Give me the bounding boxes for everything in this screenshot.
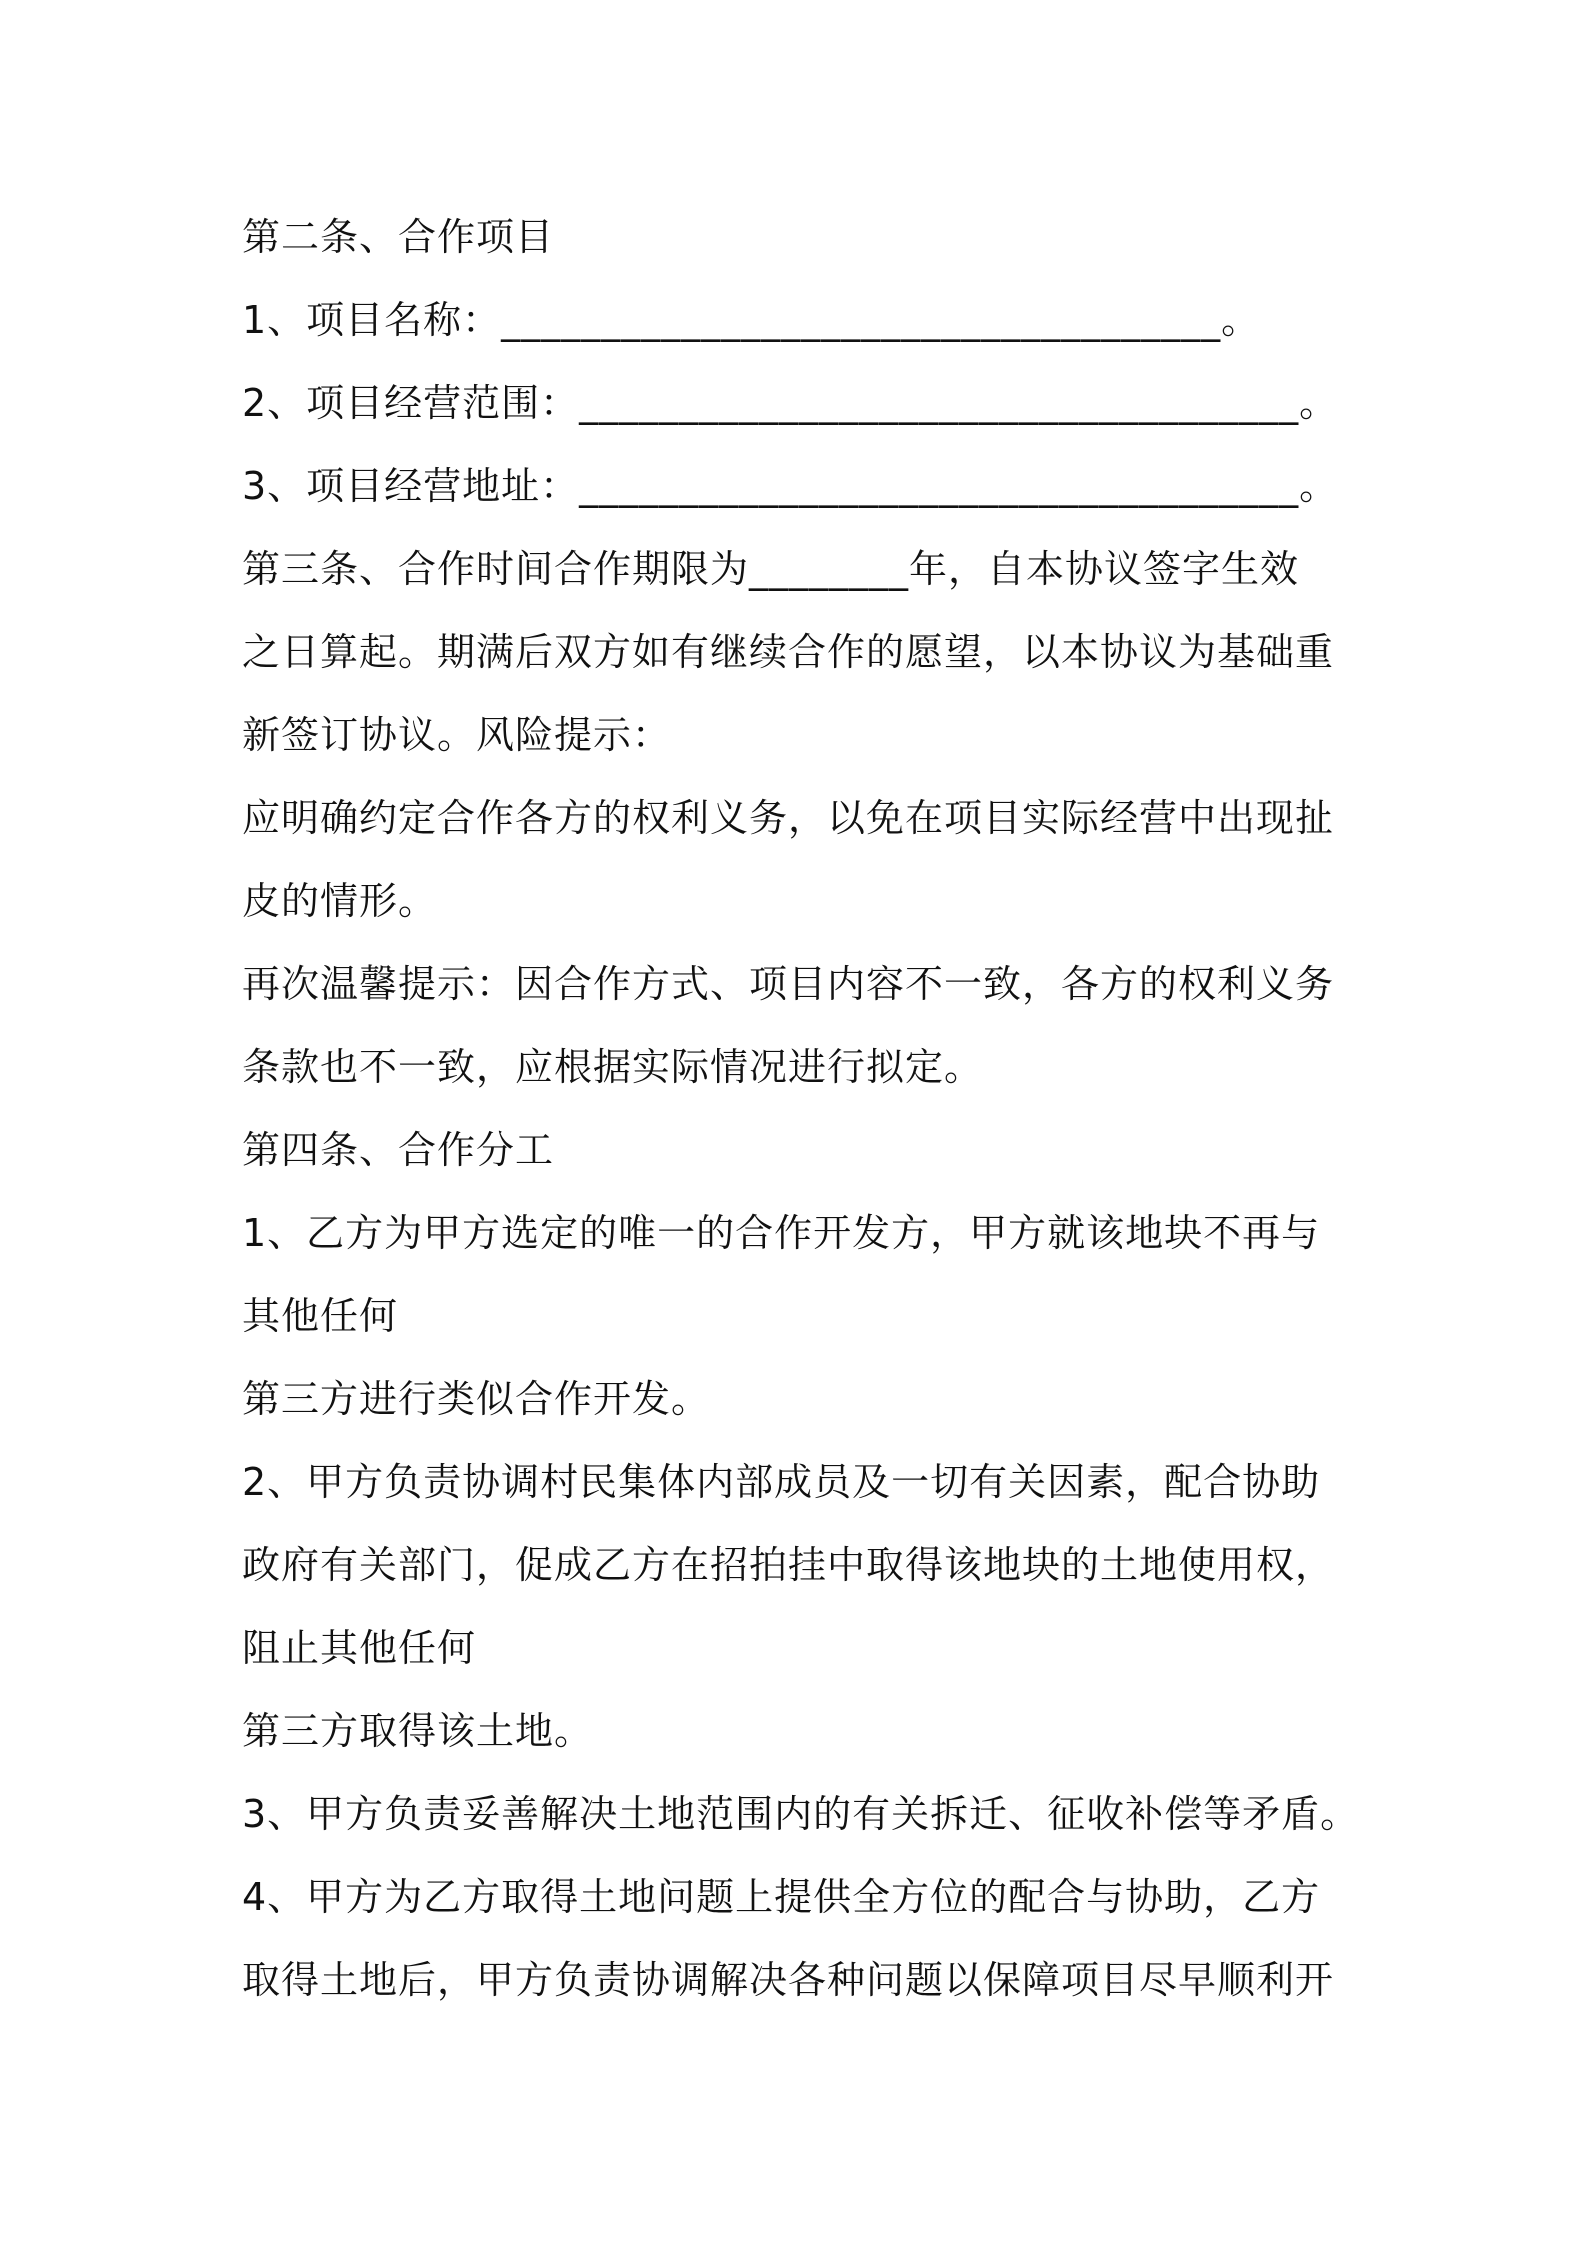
- document-body: [242, 196, 1362, 2022]
- risk-note-line: 皮的情形。: [242, 879, 438, 923]
- field-project-scope: 2、项目经营范围：____________________________________。: [242, 381, 1339, 425]
- reminder-line: 条款也不一致，应根据实际情况进行拟定。: [242, 1045, 984, 1089]
- paragraph-line: 新签订协议。风险提示：: [242, 713, 672, 757]
- section-heading-article-4: 第四条、合作分工: [242, 1128, 555, 1172]
- field-project-name: 1、项目名称：____________________________________。: [242, 298, 1261, 342]
- clause-line: 其他任何: [242, 1294, 399, 1338]
- paragraph-line: 第三条、合作时间合作期限为________年，自本协议签字生效: [242, 547, 1300, 591]
- clause-line: 取得土地后，甲方负责协调解决各种问题以保障项目尽早顺利开: [242, 1958, 1335, 2002]
- paragraph-line: 之日算起。期满后双方如有继续合作的愿望，以本协议为基础重: [242, 630, 1335, 674]
- clause-line: 阻止其他任何: [242, 1626, 477, 1670]
- clause-line: 1、乙方为甲方选定的唯一的合作开发方，甲方就该地块不再与: [242, 1211, 1321, 1255]
- clause-line: 3、甲方负责妥善解决土地范围内的有关拆迁、征收补偿等矛盾。: [242, 1792, 1360, 1836]
- clause-line: 政府有关部门，促成乙方在招拍挂中取得该地块的土地使用权，: [242, 1543, 1335, 1587]
- section-heading-article-2: 第二条、合作项目: [242, 215, 555, 259]
- clause-line: 第三方取得该土地。: [242, 1709, 594, 1753]
- reminder-line: 再次温馨提示：因合作方式、项目内容不一致，各方的权利义务: [242, 962, 1335, 1006]
- field-project-address: 3、项目经营地址：____________________________________。: [242, 464, 1339, 508]
- clause-line: 第三方进行类似合作开发。: [242, 1377, 711, 1421]
- clause-line: 2、甲方负责协调村民集体内部成员及一切有关因素，配合协助: [242, 1460, 1321, 1504]
- clause-line: 4、甲方为乙方取得土地问题上提供全方位的配合与协助，乙方: [242, 1875, 1321, 1919]
- risk-note-line: 应明确约定合作各方的权利义务，以免在项目实际经营中出现扯: [242, 796, 1335, 840]
